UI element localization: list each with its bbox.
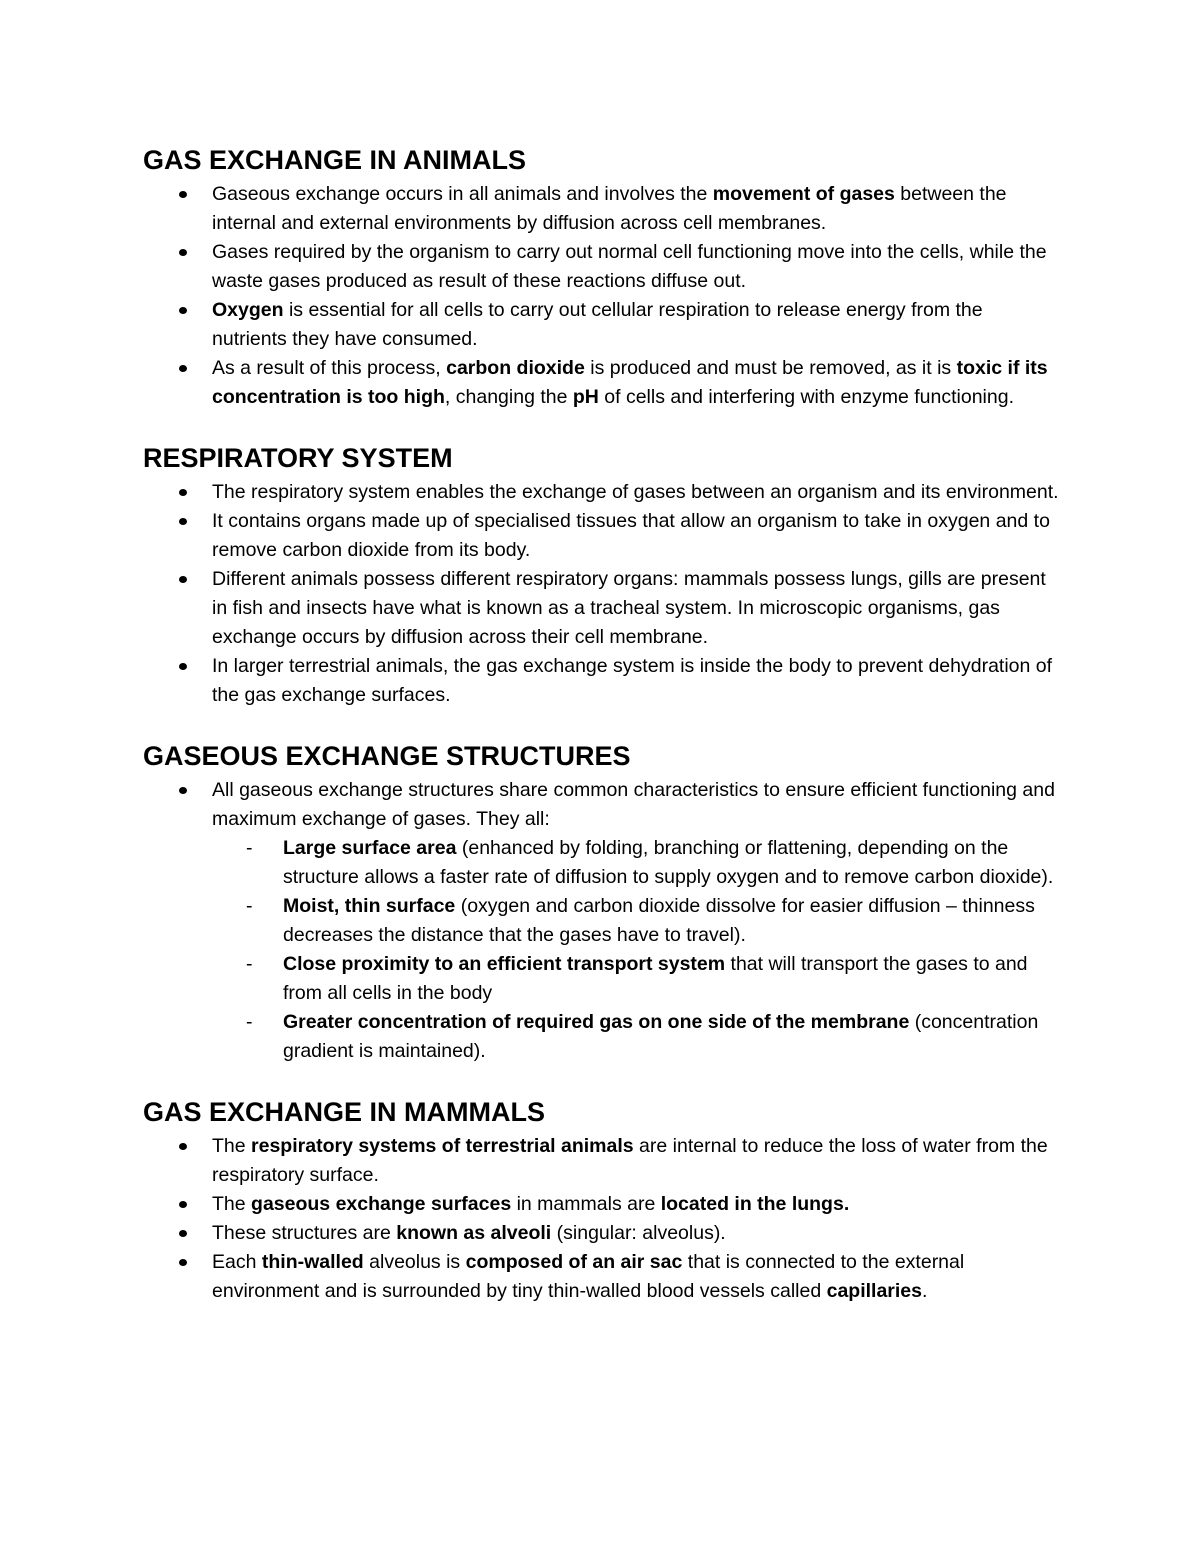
sub-list-item: - Close proximity to an efficient transport system that will transport the gases to and from all cells in the body [283,950,1060,1008]
section-gas-exchange-in-mammals [143,1092,1060,1306]
list-item: Gaseous exchange occurs in all animals and involves the movement of gases between the internal and external environments by diffusion across cell membranes. [212,180,1060,238]
list-item: Oxygen is essential for all cells to carry out cellular respiration to release energy from the nutrients they have consumed. [212,296,1060,354]
section-respiratory-system [143,438,1060,710]
section-gaseous-exchange-structures [143,736,1060,1066]
bullet-list [143,1132,1060,1306]
section-heading: RESPIRATORY SYSTEM [143,443,453,473]
list-item: As a result of this process, carbon dioxide is produced and must be removed, as it is toxic if its concentration is too high, changing the pH of cells and interfering with enzyme functioning. [212,354,1060,412]
bullet-list [143,776,1060,1066]
list-item: All gaseous exchange structures share common characteristics to ensure efficient functioning and maximum exchange of gases. They all: - Large surface area (enhanced by folding, branching or flattening, depending on the structure allows a faster rate of diffusion to supply oxygen and to remove carbon dioxide). - Moist, thin surface (oxygen and carbon dioxide dissolve for easier diffusion – thinness decreases the distance that the gases have to travel). - Close proximity to an efficient transport system that will transport the gases to and from all cells in the body - Greater concentration of required gas on one side of the membrane (concentration gradient is maintained). [212,776,1060,1066]
sub-list-item: - Moist, thin surface (oxygen and carbon dioxide dissolve for easier diffusion – thinness decreases the distance that the gases have to travel). [283,892,1060,950]
list-item: The respiratory system enables the exchange of gases between an organism and its environment. [212,478,1060,507]
section-heading: GAS EXCHANGE IN MAMMALS [143,1097,546,1127]
list-item: The gaseous exchange surfaces in mammals are located in the lungs. [212,1190,1060,1219]
list-item: In larger terrestrial animals, the gas exchange system is inside the body to prevent dehydration of the gas exchange surfaces. [212,652,1060,710]
bullet-list [143,180,1060,412]
list-item: Different animals possess different respiratory organs: mammals possess lungs, gills are present in fish and insects have what is known as a tracheal system. In microscopic organisms, gas exchange occurs by diffusion across their cell membrane. [212,565,1060,652]
section-heading: GAS EXCHANGE IN ANIMALS [143,145,527,175]
dash-list [212,834,1060,1066]
list-item: It contains organs made up of specialised tissues that allow an organism to take in oxygen and to remove carbon dioxide from its body. [212,507,1060,565]
bullet-list [143,478,1060,710]
list-item: The respiratory systems of terrestrial animals are internal to reduce the loss of water from the respiratory surface. [212,1132,1060,1190]
sub-list-item: - Large surface area (enhanced by folding, branching or flattening, depending on the structure allows a faster rate of diffusion to supply oxygen and to remove carbon dioxide). [283,834,1060,892]
sub-list-item: - Greater concentration of required gas on one side of the membrane (concentration gradient is maintained). [283,1008,1060,1066]
list-item: Gases required by the organism to carry out normal cell functioning move into the cells, while the waste gases produced as result of these reactions diffuse out. [212,238,1060,296]
list-item: Each thin-walled alveolus is composed of an air sac that is connected to the external environment and is surrounded by tiny thin-walled blood vessels called capillaries. [212,1248,1060,1306]
section-heading: GASEOUS EXCHANGE STRUCTURES [143,741,631,771]
section-gas-exchange-in-animals [143,140,1060,412]
list-item: These structures are known as alveoli (singular: alveolus). [212,1219,1060,1248]
